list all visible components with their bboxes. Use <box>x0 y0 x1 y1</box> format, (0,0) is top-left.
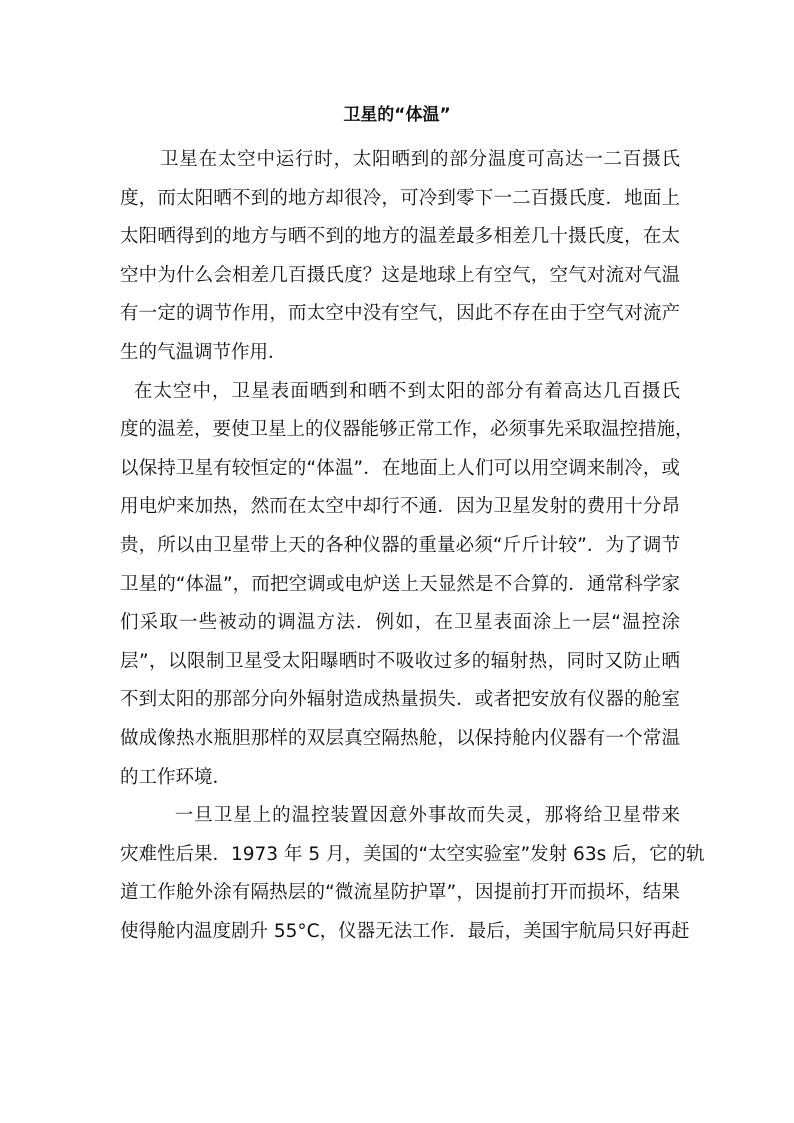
paragraph-1-line: 空中为什么会相差几百摄氏度？这是地球上有空气，空气对流对气温 <box>120 264 680 286</box>
paragraph-3-line: 使得舱内温度剧升 55°C，仪器无法工作．最后，美国宇航局只好再赶 <box>120 920 690 942</box>
paragraph-1-line: 有一定的调节作用，而太空中没有空气，因此不存在由于空气对流产 <box>120 303 680 325</box>
paragraph-2-line: 卫星的“体温”，而把空调或电炉送上天显然是不合算的．通常科学家 <box>120 573 680 595</box>
document-title: 卫星的“体温” <box>343 105 451 125</box>
paragraph-3-line: 灾难性后果．1973 年 5 月，美国的“太空实验室”发射 63s 后，它的轨 <box>120 843 705 865</box>
paragraph-2-line: 贵，所以由卫星带上天的各种仪器的重量必须“斤斤计较”．为了调节 <box>120 534 680 556</box>
paragraph-1-line: 度，而太阳晒不到的地方却很冷，可冷到零下一二百摄氏度．地面上 <box>120 187 680 209</box>
paragraph-2-line: 以保持卫星有较恒定的“体温”．在地面上人们可以用空调来制冷，或 <box>120 457 680 479</box>
paragraph-2-line: 用电炉来加热，然而在太空中却行不通．因为卫星发射的费用十分昂 <box>120 496 680 518</box>
paragraph-2-line: 度的温差，要使卫星上的仪器能够正常工作，必须事先采取温控措施， <box>120 419 694 441</box>
paragraph-1-line: 卫星在太空中运行时，太阳晒到的部分温度可高达一二百摄氏 <box>120 149 680 170</box>
paragraph-2-line: 的工作环境． <box>120 766 232 788</box>
paragraph-3-line: 一旦卫星上的温控装置因意外事故而失灵，那将给卫星带来 <box>120 805 680 827</box>
paragraph-3-line: 道工作舱外涂有隔热层的“微流星防护罩”，因提前打开而损坏，结果 <box>120 882 680 904</box>
paragraph-2-line: 在太空中，卫星表面晒到和晒不到太阳的部分有着高达几百摄氏 <box>120 380 680 402</box>
paragraph-1-line: 生的气温调节作用． <box>120 341 287 363</box>
paragraph-2-line: 层”，以限制卫星受太阳曝晒时不吸收过多的辐射热，同时又防止晒 <box>120 650 680 672</box>
document-body <box>120 146 705 956</box>
paragraph-2-line: 不到太阳的那部分向外辐射造成热量损失．或者把安放有仪器的舱室 <box>120 689 680 711</box>
paragraph-2-line: 做成像热水瓶胆那样的双层真空隔热舱，以保持舱内仪器有一个常温 <box>120 727 680 749</box>
paragraph-1-line: 太阳晒得到的地方与晒不到的地方的温差最多相差几十摄氏度，在太 <box>120 226 680 248</box>
paragraph-2-line: 们采取一些被动的调温方法．例如，在卫星表面涂上一层“温控涂 <box>120 612 680 634</box>
